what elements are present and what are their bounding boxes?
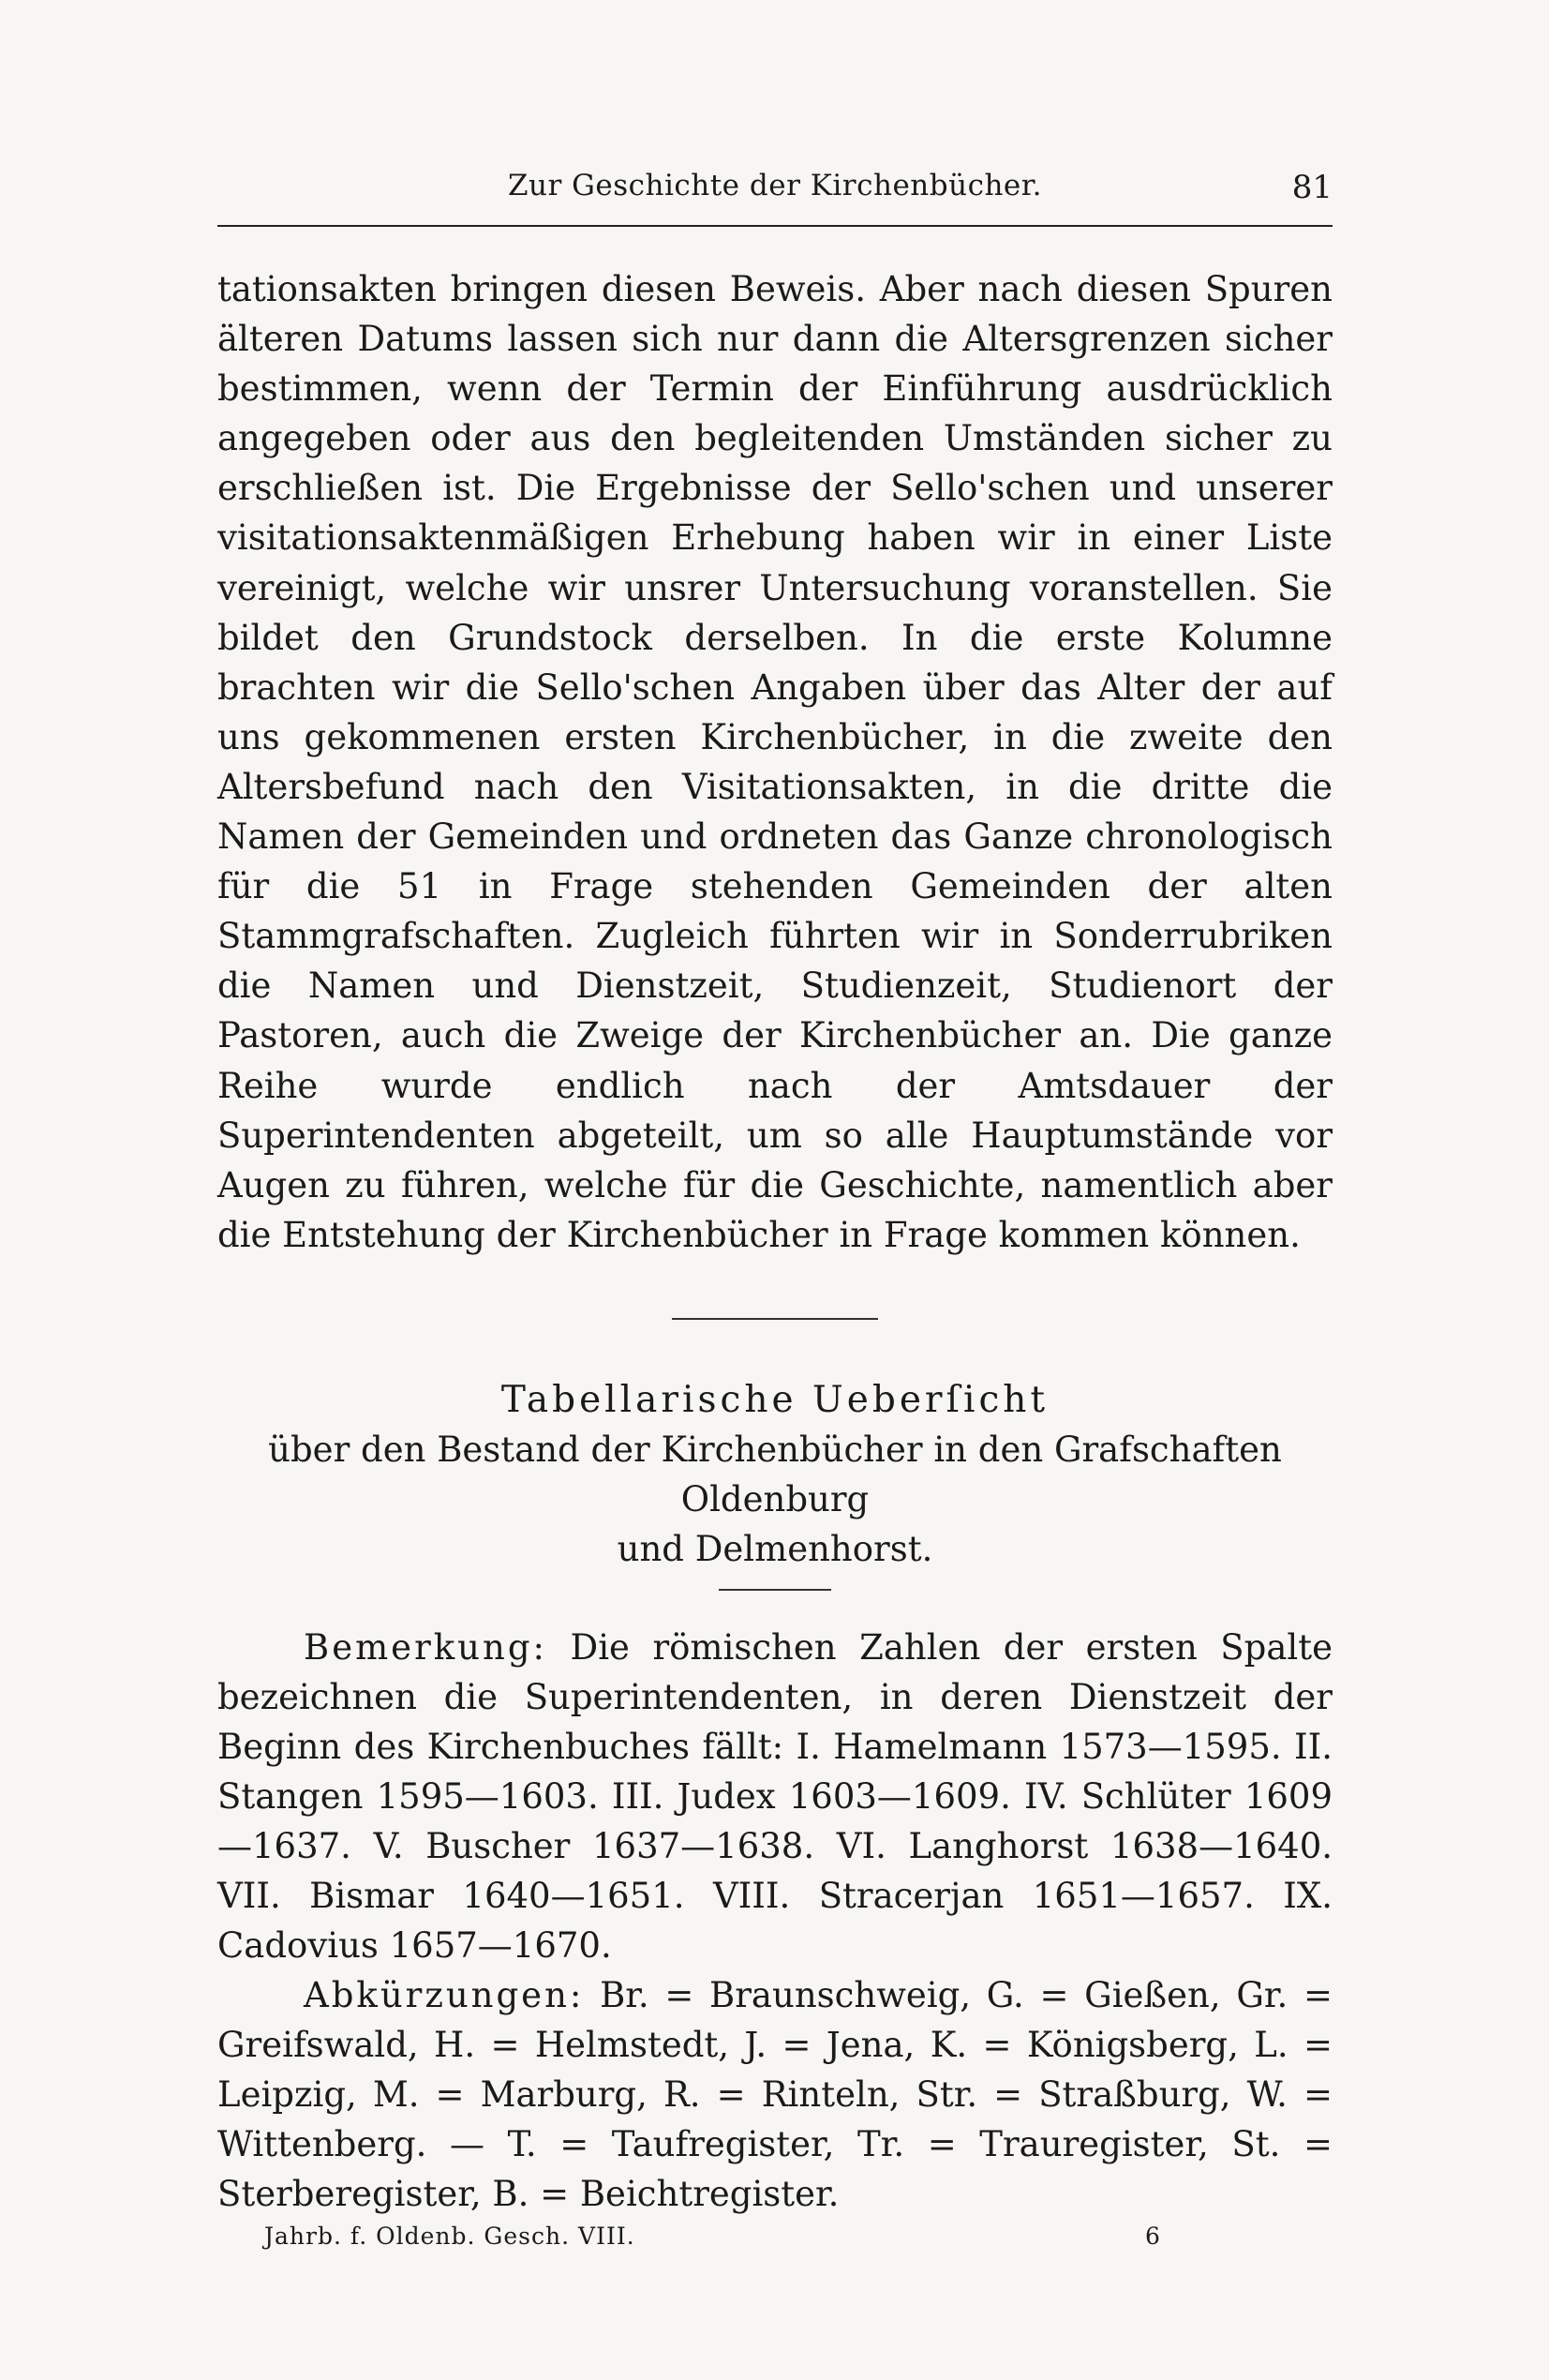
subtitle-rule <box>719 1589 831 1591</box>
header-rule <box>217 225 1333 227</box>
running-head <box>217 169 1333 216</box>
remark-paragraph <box>217 1623 1333 1970</box>
sheet-number: 6 <box>1145 2222 1160 2250</box>
running-title: Zur Geschichte der Kirchenbücher. <box>507 169 1043 202</box>
table-title: Tabellarische Ueberſicht <box>500 1378 1050 1421</box>
remark-text: Die römischen Zahlen der ersten Spalte bezeichnen die Superintendenten, in deren Dienstzeit der Beginn des Kirchenbuches fällt: I. Hamelmann 1573—1595. II. Stangen 1595—1603. III. Judex 1603—1609. IV. Schlüter 1609—1637. V. Buscher 1637—1638. VI. Langhorst 1638—1640. VII. Bismar 1640—1651. VIII. Stracerjan 1651—1657. IX. Cadovius 1657—1670. <box>217 1626 1333 1966</box>
body-text <box>217 264 1333 1260</box>
page-number: 81 <box>1291 169 1333 206</box>
remark-label: Bemerkung: <box>304 1626 547 1668</box>
footer-signature: Jahrb. f. Oldenb. Gesch. VIII. <box>264 2222 635 2250</box>
section-rule <box>672 1318 878 1320</box>
body-paragraph: tationsakten bringen diesen Beweis. Aber nach diesen Spuren älteren Datums lassen sich nur dann die Altersgrenzen sicher bestimmen, wenn der Termin der Einführung ausdrücklich angegeben oder aus den begleitenden Umständen sicher zu erschließen ist. Die Ergebnisse der Sello'schen und unserer visitationsaktenmäßigen Erhebung haben wir in einer Liste vereinigt, welche wir unsrer Untersuchung voranstellen. Sie bildet den Grundstock derselben. In die erste Kolumne brachten wir die Sello'schen Angaben über das Alter der auf uns gekommenen ersten Kirchenbücher, in die zweite den Altersbefund nach den Visitationsakten, in die dritte die Namen der Gemeinden und ordneten das Ganze chronologisch für die 51 in Frage stehenden Gemeinden der alten Stammgrafschaften. Zugleich führten wir in Sonderrubriken die Namen und Dienstzeit, Studienzeit, Studienort der Pastoren, auch die Zweige der Kirchenbücher an. Die ganze Reihe wurde endlich nach der Amtsdauer der Superintendenten abgeteilt, um so alle Hauptumstände vor Augen zu führen, welche für die Geschichte, namentlich aber die Entstehung der Kirchenbücher in Frage kommen können. <box>217 269 1333 1255</box>
abbreviations-text: Br. = Braunschweig, G. = Gießen, Gr. = Greifswald, H. = Helmstedt, J. = Jena, K. = Königsberg, L. = Leipzig, M. = Marburg, R. = Rinteln, Str. = Straßburg, W. = Wittenberg. — T. = Taufregister, Tr. = Trauregister, St. = Sterberegister, B. = Beichtregister. <box>217 1974 1333 2214</box>
abbreviations-label: Abkürzungen: <box>304 1974 585 2015</box>
abbreviations-paragraph <box>217 1970 1333 2219</box>
page-footer <box>217 2223 1333 2260</box>
table-subtitle-line-2: und Delmenhorst. <box>617 1528 933 1569</box>
table-subtitle-line-1: über den Bestand der Kirchenbücher in den Grafschaften Oldenburg <box>268 1429 1282 1519</box>
book-page <box>217 169 1333 2260</box>
